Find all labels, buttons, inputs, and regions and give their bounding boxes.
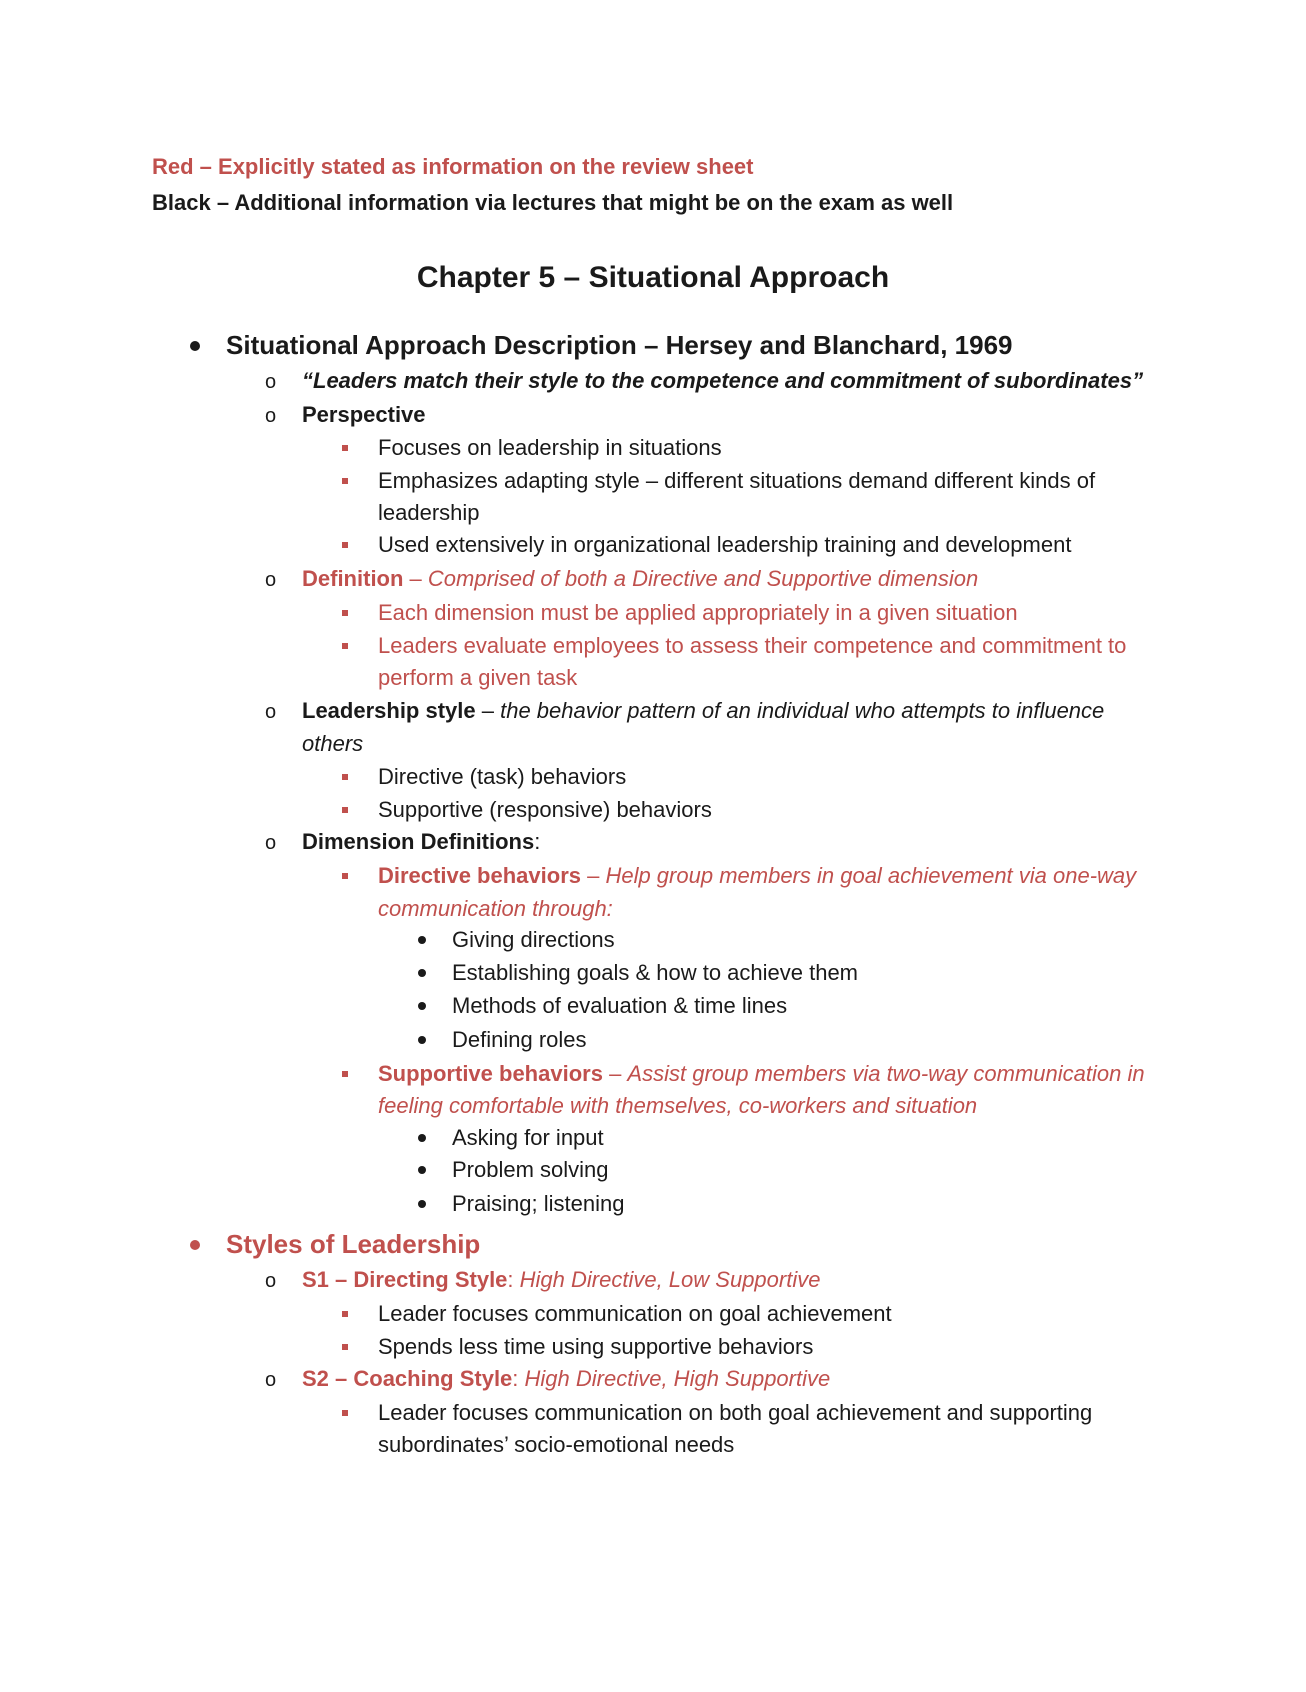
list-item: Leaders evaluate employees to assess their competence and commitment to xyxy=(378,633,1127,658)
supportive-behaviors-line xyxy=(378,1059,1145,1089)
red-square-icon xyxy=(342,873,348,879)
bullet-dot-icon xyxy=(418,1134,426,1142)
page-title: Chapter 5 – Situational Approach xyxy=(416,261,890,294)
red-square-icon xyxy=(342,643,348,649)
list-item: Methods of evaluation & time lines xyxy=(452,993,788,1018)
section-heading-situational: Situational Approach Description – Hersey and Blanchard, 1969 xyxy=(226,330,1013,360)
leadership-style-label: Leadership style xyxy=(302,698,476,723)
s1-colon: : xyxy=(507,1267,520,1292)
list-item-continuation: subordinates’ socio-emotional needs xyxy=(378,1432,735,1457)
s1-label: S1 – Directing Style xyxy=(302,1267,508,1292)
bullet-dot-icon xyxy=(418,1166,426,1174)
list-item: Emphasizes adapting style – different situations demand different kinds of xyxy=(378,468,1096,493)
dimension-definitions-line xyxy=(302,827,540,857)
red-square-icon xyxy=(342,445,348,451)
supportive-behaviors-label: Supportive behaviors xyxy=(378,1061,603,1086)
dimension-definitions-label: Dimension Definitions xyxy=(302,829,535,854)
supportive-behaviors-continuation: feeling comfortable with themselves, co-workers and situation xyxy=(378,1093,978,1118)
list-item-continuation: perform a given task xyxy=(378,665,578,690)
definition-text: Comprised of both a Directive and Supportive dimension xyxy=(427,566,979,591)
list-item: Supportive (responsive) behaviors xyxy=(378,797,712,822)
section-heading-styles: Styles of Leadership xyxy=(226,1229,481,1259)
red-square-icon xyxy=(342,542,348,548)
directive-behaviors-line xyxy=(378,861,1136,891)
bullet-dot-icon xyxy=(418,1036,426,1044)
bullet-dot-icon xyxy=(190,1240,200,1250)
leadership-style-separator: – xyxy=(475,698,501,723)
list-item: Leader focuses communication on goal achievement xyxy=(378,1301,892,1326)
directive-behaviors-continuation: communication through: xyxy=(378,896,613,921)
hollow-o-icon: o xyxy=(265,832,277,854)
s2-text: High Directive, High Supportive xyxy=(524,1366,831,1391)
leadership-style-text: the behavior pattern of an individual who attempts to influence xyxy=(500,698,1105,723)
hollow-o-icon: o xyxy=(265,371,277,393)
list-item: Directive (task) behaviors xyxy=(378,764,627,789)
s1-line xyxy=(302,1265,820,1295)
bullet-dot-icon xyxy=(418,1002,426,1010)
legend-red-line: Red – Explicitly stated as information on the review sheet xyxy=(152,154,754,179)
list-item: Establishing goals & how to achieve them xyxy=(452,960,859,985)
red-square-icon xyxy=(342,1071,348,1077)
hollow-o-icon: o xyxy=(265,1369,277,1391)
red-square-icon xyxy=(342,1410,348,1416)
bullet-dot-icon xyxy=(418,936,426,944)
definition-separator: – xyxy=(403,566,428,591)
definition-line xyxy=(302,564,978,594)
list-item: Praising; listening xyxy=(452,1191,625,1216)
quote-text: “Leaders match their style to the competence and commitment of subordinates” xyxy=(302,368,1144,393)
dimension-definitions-colon: : xyxy=(534,829,541,854)
list-item: Giving directions xyxy=(452,927,615,952)
red-square-icon xyxy=(342,1344,348,1350)
perspective-label: Perspective xyxy=(302,402,426,427)
list-item: Spends less time using supportive behaviors xyxy=(378,1334,814,1359)
list-item: Defining roles xyxy=(452,1027,587,1052)
leadership-style-line xyxy=(302,696,1104,726)
red-square-icon xyxy=(342,478,348,484)
red-square-icon xyxy=(342,807,348,813)
list-item: Focuses on leadership in situations xyxy=(378,435,722,460)
red-square-icon xyxy=(342,774,348,780)
hollow-o-icon: o xyxy=(265,569,277,591)
list-item: Used extensively in organizational leadership training and development xyxy=(378,532,1072,557)
red-square-icon xyxy=(342,1311,348,1317)
leadership-style-continuation: others xyxy=(302,731,364,756)
directive-behaviors-separator: – xyxy=(580,863,606,888)
supportive-behaviors-text: Assist group members via two-way communication in xyxy=(627,1061,1145,1086)
directive-behaviors-label: Directive behaviors xyxy=(378,863,581,888)
s2-line xyxy=(302,1364,830,1394)
bullet-dot-icon xyxy=(418,969,426,977)
s2-colon: : xyxy=(512,1366,525,1391)
list-item: Problem solving xyxy=(452,1157,609,1182)
list-item: Asking for input xyxy=(452,1125,604,1150)
supportive-behaviors-separator: – xyxy=(602,1061,628,1086)
list-item: Each dimension must be applied appropriately in a given situation xyxy=(378,600,1018,625)
hollow-o-icon: o xyxy=(265,1270,277,1292)
definition-label: Definition xyxy=(302,566,404,591)
bullet-dot-icon xyxy=(418,1200,426,1208)
list-item-continuation: leadership xyxy=(378,500,480,525)
s2-label: S2 – Coaching Style xyxy=(302,1366,513,1391)
red-square-icon xyxy=(342,610,348,616)
s1-text: High Directive, Low Supportive xyxy=(519,1267,821,1292)
hollow-o-icon: o xyxy=(265,701,277,723)
bullet-dot-icon xyxy=(190,341,200,351)
hollow-o-icon: o xyxy=(265,405,277,427)
legend-black-line: Black – Additional information via lectures that might be on the exam as well xyxy=(152,190,954,215)
directive-behaviors-text: Help group members in goal achievement via one-way xyxy=(605,863,1137,888)
list-item: Leader focuses communication on both goal achievement and supporting xyxy=(378,1400,1093,1425)
